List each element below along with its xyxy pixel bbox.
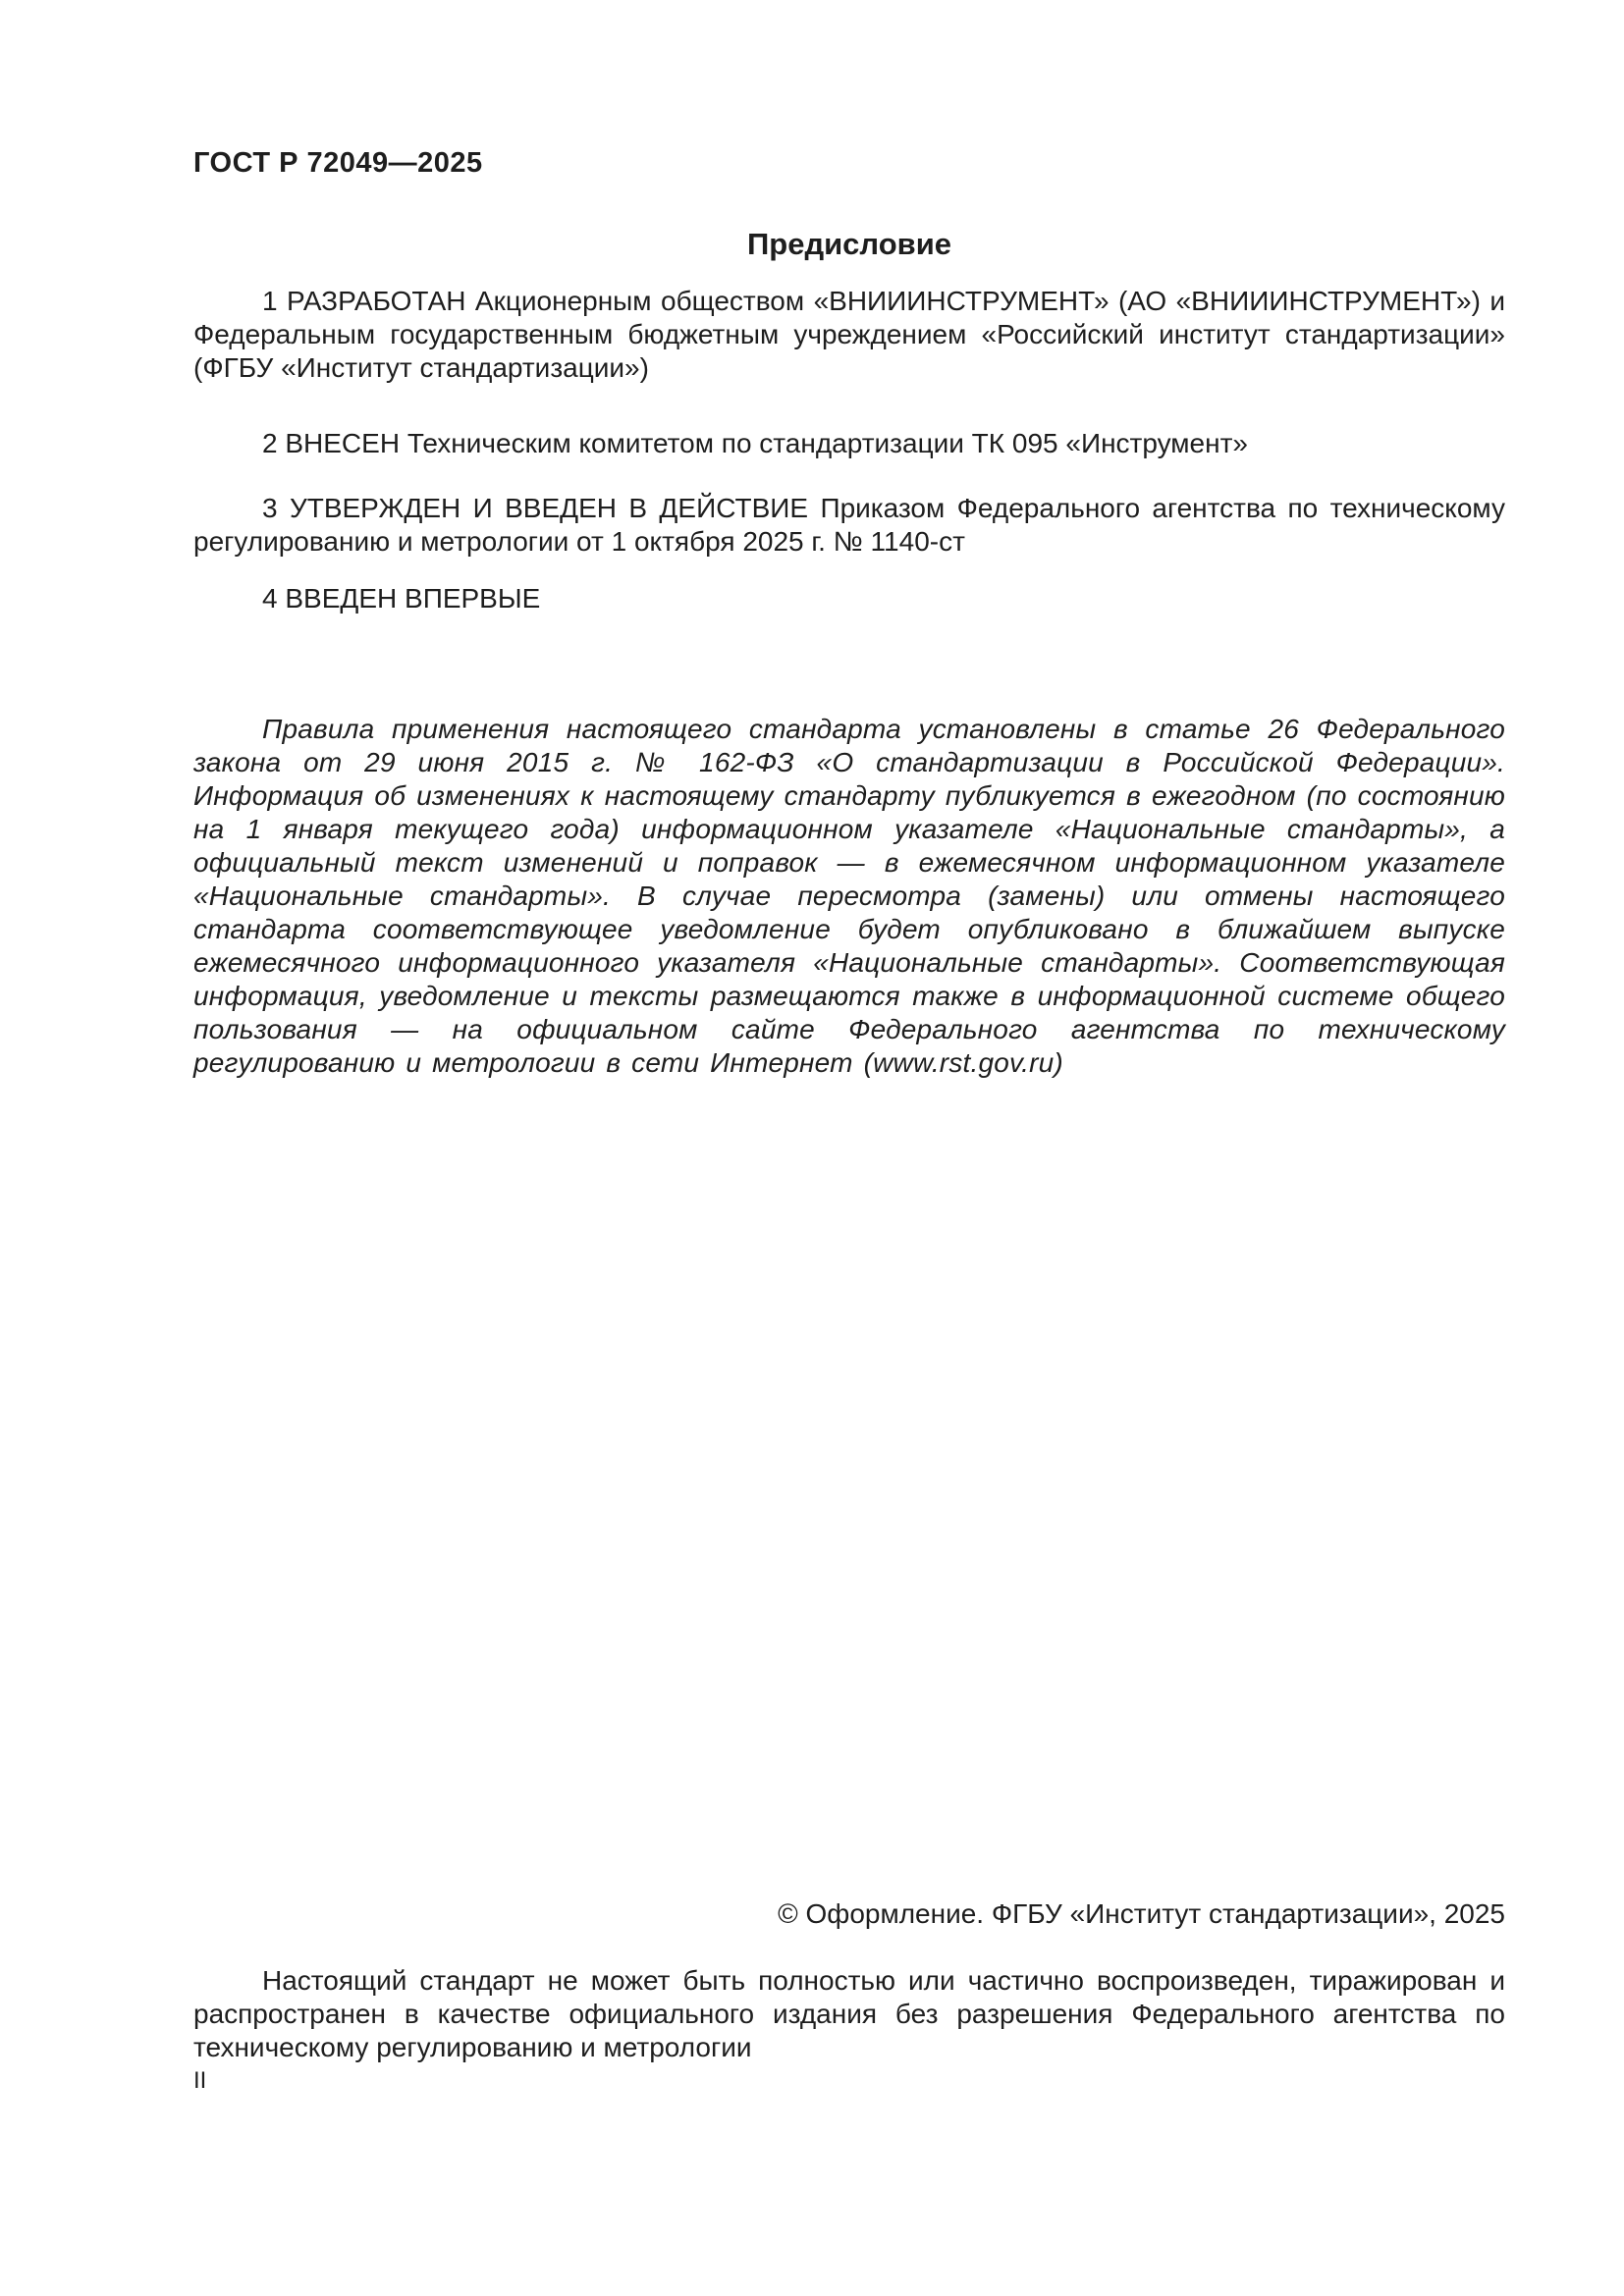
foreword-item-approved: 3 УТВЕРЖДЕН И ВВЕДЕН В ДЕЙСТВИЕ Приказом Федерального агентства по техническому регулированию и метрологии от 1 октября 2025 г. № 1140-ст	[193, 493, 1505, 557]
distribution-note: Настоящий стандарт не может быть полностью или частично воспроизведен, тиражирован и распространен в качестве официального издания без разрешения Федерального агентства по техническому регулированию и метрологии	[193, 1965, 1505, 2062]
foreword-title: Предисловие	[746, 227, 951, 261]
legal-notice: Правила применения настоящего стандарта установлены в статье 26 Федерального закона от 29 июня 2015 г. № 162-ФЗ «О стандартизации в Российской Федерации». Информация об изменениях к настоящему стандарту публикуется в ежегодном (по состоянию на 1 января текущего года) информационном указателе «Национальные стандарты», а официальный текст изменений и поправок — в ежемесячном информационном указателе «Национальные стандарты». В случае пересмотра (замены) или отмены настоящего стандарта соответствующее уведомление будет опубликовано в ближайшем выпуске ежемесячного информационного указателя «Национальные стандарты». Соответствующая информация, уведомление и тексты размещаются также в информационной системе общего пользования — на официальном сайте Федерального агентства по техническому регулированию и метрологии в сети Интернет (www.rst.gov.ru)	[193, 714, 1505, 1078]
foreword-item-developed: 1 РАЗРАБОТАН Акционерным обществом «ВНИИИНСТРУМЕНТ» (АО «ВНИИИНСТРУМЕНТ») и Федеральным государственным бюджетным учреждением «Российский институт стандартизации» (ФГБУ «Институт стандартизации»)	[193, 286, 1505, 383]
copyright-line: © Оформление. ФГБУ «Институт стандартизации», 2025	[778, 1898, 1505, 1929]
foreword-item-introduced: 4 ВВЕДЕН ВПЕРВЫЕ	[262, 583, 541, 614]
doc-code-header: ГОСТ Р 72049—2025	[193, 147, 483, 179]
page-number: II	[193, 2067, 207, 2094]
foreword-item-submitted: 2 ВНЕСЕН Техническим комитетом по стандартизации ТК 095 «Инструмент»	[262, 428, 1248, 458]
